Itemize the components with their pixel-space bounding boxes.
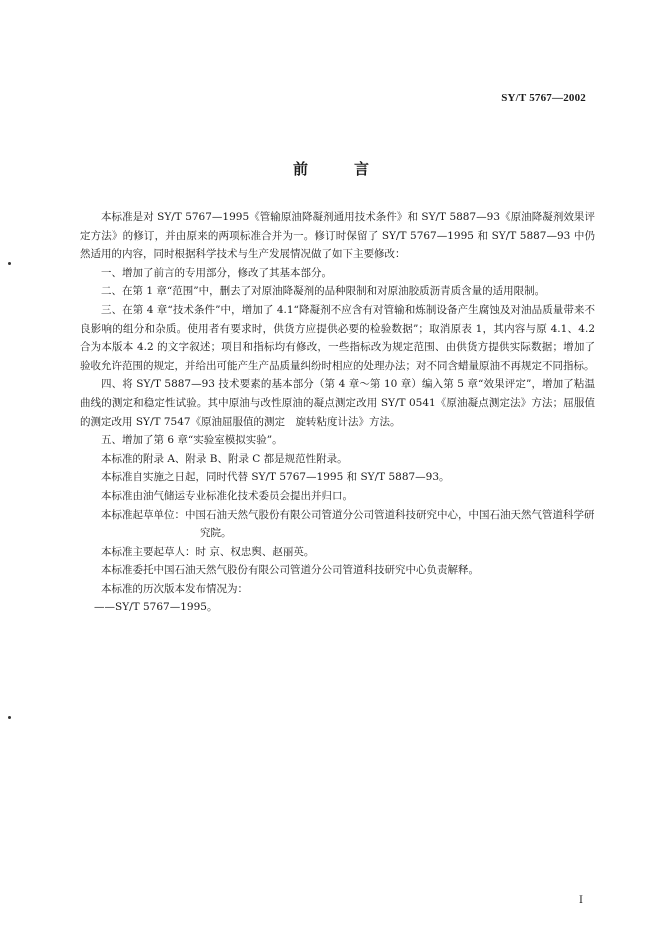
paragraph-drafting-units: 本标准起草单位：中国石油天然气股份有限公司管道分公司管道科技研究中心，中国石油天然气管道科学研究院。 [101, 508, 595, 540]
paragraph-change-2: 二、在第 1 章“范围”中，删去了对原油降凝剂的品种限制和对原油胶质沥青质含量的适用限制。 [101, 285, 546, 298]
scan-speck [8, 716, 11, 719]
page-number: I [579, 895, 583, 906]
paragraph-change-3: 三、在第 4 章“技术条件”中，增加了 4.1“降凝剂不应含有对管输和炼制设备产生腐蚀及对油品质量带来不良影响的组分和杂质。使用者有要求时，供货方应提供必要的检验数据”；取消原表 1，其内容与原 4.1、4.2 合为本版本 4.2 的文字叙述；项目和指标均有修改，一些指标改为规定范围、由供货方提供实际数据；增加了验收允许范围的规定，并给出可能产生产品质量纠纷时相应的处理办法；对不同含蜡量原油不再规定不同指标。 [80, 303, 595, 372]
paragraph-change-5: 五、增加了第 6 章“实验室模拟实验”。 [101, 434, 283, 447]
paragraph-interpretation: 本标准委托中国石油天然气股份有限公司管道分公司管道科技研究中心负责解释。 [101, 564, 479, 577]
paragraph-intro: 本标准是对 SY/T 5767—1995《管输原油降凝剂通用技术条件》和 SY/T 5887—93《原油降凝剂效果评定方法》的修订，并由原来的两项标准合并为一。修订时保留了 SY/T 5767—1995 和 SY/T 5887—93 中仍然适用的内容，同时根据科学技术与生产发展情况做了如下主要修改： [80, 211, 595, 261]
title-char-1: 前 [292, 160, 308, 178]
paragraph-appendix: 本标准的附录 A、附录 B、附录 C 都是规范性附录。 [101, 452, 348, 465]
paragraph-drafters: 本标准主要起草人：时 京、权忠舆、赵丽英。 [101, 545, 315, 558]
paragraph-change-4: 四、将 SY/T 5887—93 技术要素的基本部分（第 4 章～第 10 章）编入第 5 章“效果评定”，增加了粘温曲线的测定和稳定性试验。其中原油与改性原油的凝点测定改用 SY/T 0541《原油凝点测定法》方法；屈服值的测定改用 SY/T 7547《原油屈服值的测定 旋转粘度计法》方法。 [80, 378, 595, 428]
paragraph-change-1: 一、增加了前言的专用部分，修改了其基本部分。 [101, 266, 332, 279]
title-char-2: 言 [354, 160, 370, 178]
scan-speck [8, 262, 11, 265]
page-title [0, 158, 662, 179]
standard-code: SY/T 5767—2002 [501, 92, 586, 104]
paragraph-proposer: 本标准由油气储运专业标准化技术委员会提出并归口。 [101, 489, 353, 502]
history-item: ——SY/T 5767—1995。 [94, 601, 218, 614]
paragraph-history-heading: 本标准的历次版本发布情况为： [101, 582, 248, 595]
paragraph-replacement: 本标准自实施之日起，同时代替 SY/T 5767—1995 和 SY/T 5887—93。 [101, 471, 450, 484]
preface-body [80, 208, 595, 617]
